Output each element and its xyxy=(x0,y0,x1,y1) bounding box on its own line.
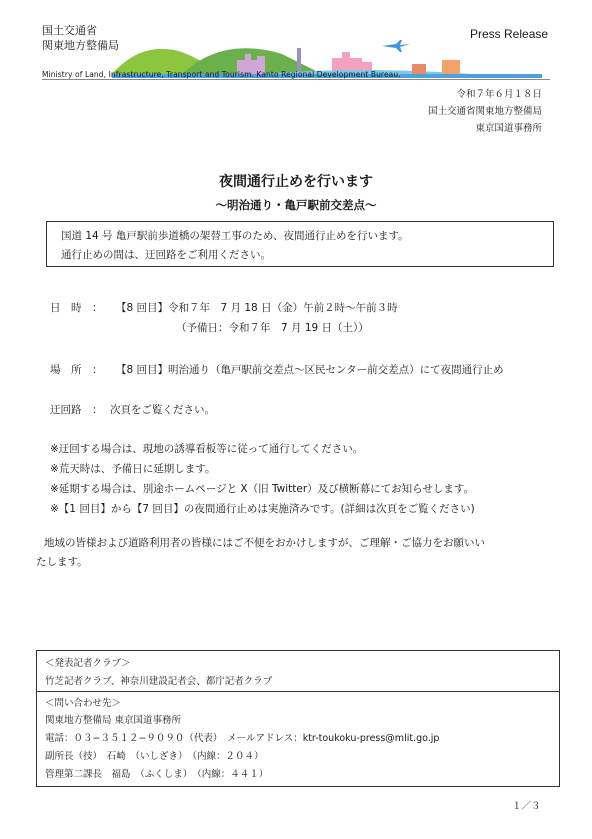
press-release-label: Press Release xyxy=(470,27,549,41)
datetime-label: 日 時 ： xyxy=(50,302,103,314)
issuer-line2: 東京国道事務所 xyxy=(475,123,542,134)
note-item: ※迂回する場合は、現地の誘導看板等に従って通行してください。 xyxy=(50,443,364,455)
logo-plane xyxy=(382,40,410,52)
header-divider xyxy=(42,79,550,80)
detour-label: 迂回路 ： xyxy=(50,404,103,416)
contact-person: 管理第二課長 福島 （ふくしま） （内線：４４１） xyxy=(45,769,269,780)
detour-value: 次頁をご覧ください。 xyxy=(110,404,215,416)
org-name-line1: 国土交通省 xyxy=(42,24,97,37)
ministry-english-name: Ministry of Land, Infrastructure, Transport and Tourism. Kanto Regional Development Bureau. xyxy=(42,70,401,79)
note-item: ※荒天時は、予備日に延期します。 xyxy=(50,463,216,475)
page-title: 夜間通行止めを行います xyxy=(219,174,373,190)
issuer-line1: 国土交通省関東地方整備局 xyxy=(427,106,542,117)
closing-line1: 地域の皆様および道路利用者の皆様にはご不便をおかけしますが、ご理解・ご協力をお願いい xyxy=(44,537,485,549)
contact-box xyxy=(36,650,560,787)
closing-line2: たします。 xyxy=(36,556,88,568)
note-item: ※延期する場合は、別途ホームページと X（旧 Twitter）及び横断幕にてお知らせします。 xyxy=(50,483,474,495)
contact-box-divider xyxy=(37,691,559,692)
datetime-reserve: （予備日：令和７年 7 月 19 日（土）） xyxy=(176,322,369,334)
summary-line2: 通行止めの間は、迂回路をご利用ください。 xyxy=(61,249,271,261)
contact-person: 副所長（技） 石崎 （いしざき） （内線：２０４） xyxy=(45,751,264,762)
press-club-list: 竹芝記者クラブ、神奈川建設記者会、都庁記者クラブ xyxy=(45,676,273,687)
page-subtitle: 〜明治通り・亀戸駅前交差点〜 xyxy=(215,198,377,212)
datetime-value: 【8 回目】令和７年 7 月 18 日（金）午前２時〜午前３時 xyxy=(116,302,398,314)
release-date: 令和７年６月１８日 xyxy=(456,89,542,100)
page-number: １／３ xyxy=(512,801,541,812)
contact-office: 関東地方整備局 東京国道事務所 xyxy=(45,715,182,726)
place-label: 場 所 ： xyxy=(50,364,103,376)
note-item: ※【1 回目】から【7 回目】の夜間通行止めは実施済みです。(詳細は次頁をご覧ください) xyxy=(50,503,475,515)
logo-ship-right xyxy=(442,60,460,74)
summary-line1: 国道 14 号 亀戸駅前歩道橋の架替工事のため、夜間通行止めを行います。 xyxy=(61,230,409,242)
logo-ship-left xyxy=(412,64,426,74)
place-value: 【8 回目】明治通り（亀戸駅前交差点〜区民センター前交差点）にて夜間通行止め xyxy=(116,364,504,376)
press-club-heading: ＜発表記者クラブ＞ xyxy=(45,658,131,669)
contact-phone-email: 電話：０３−３５１２−９０９０（代表） メールアドレス：ktr-toukoku-press@mlit.go.jp xyxy=(45,733,440,744)
contact-heading: ＜問い合わせ先＞ xyxy=(45,698,122,709)
summary-box xyxy=(46,221,554,267)
org-name-line2: 関東地方整備局 xyxy=(42,39,119,52)
